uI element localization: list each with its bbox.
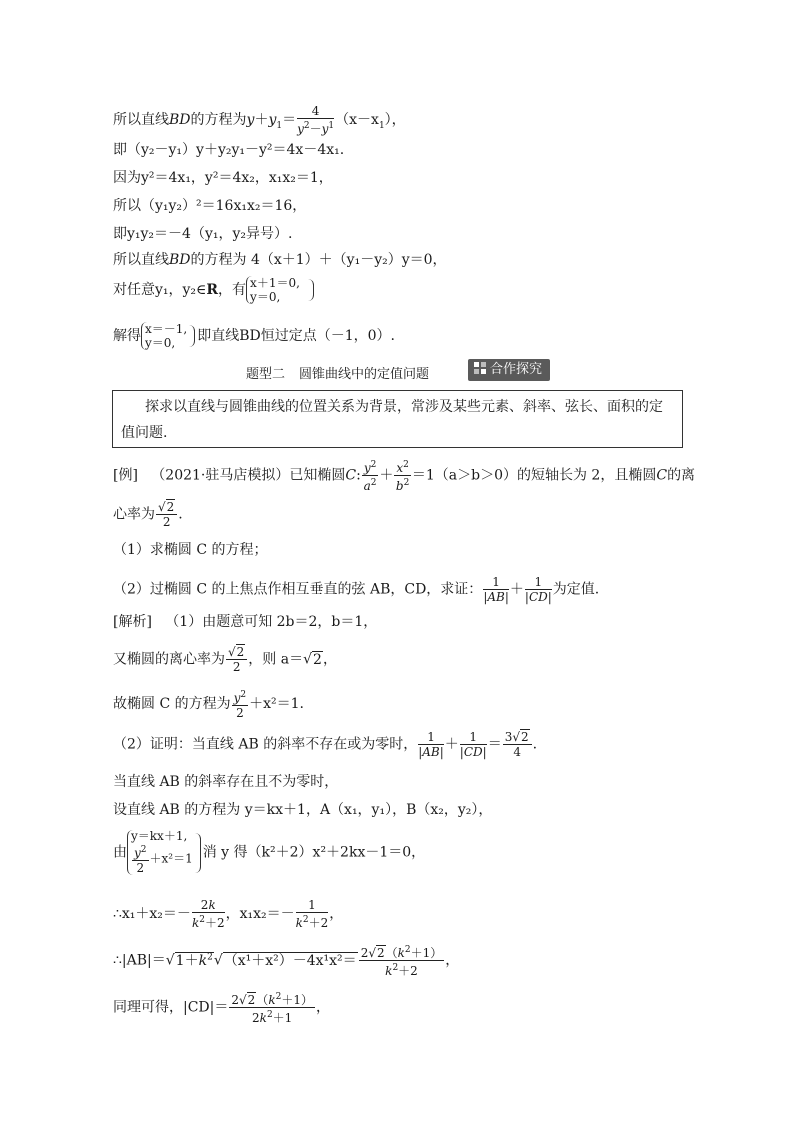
text: 消 y 得（k²＋2）x²＋2kx－1＝0， bbox=[202, 844, 426, 861]
solution-line-10: 同理可得，|CD|＝ $\frac{2√2(k^2+1)}{2k^2+1}$ ， bbox=[113, 992, 330, 1025]
summary-box bbox=[112, 390, 683, 448]
text: （2）过椭圆 C 的上焦点作相互垂直的弦 AB，CD，求证： bbox=[113, 581, 483, 598]
text: y＝0, bbox=[250, 290, 281, 304]
text: ，有 bbox=[218, 282, 247, 298]
brace bbox=[195, 833, 201, 873]
text: ＝1（a＞b＞0）的短轴长为 2，且椭圆 bbox=[411, 467, 657, 484]
text: 所以直线 bbox=[113, 252, 169, 268]
cooperation-badge bbox=[468, 359, 550, 381]
text: 解得 bbox=[113, 328, 141, 344]
text: y＝0, bbox=[145, 336, 176, 350]
text: 为定值. bbox=[552, 581, 600, 598]
example-tag: [例] bbox=[113, 467, 138, 484]
fraction: $\frac{4}{y^2-y^1}$ bbox=[297, 104, 335, 136]
text: 所以直线 bbox=[113, 112, 169, 128]
equation-system bbox=[246, 276, 300, 304]
text: BD bbox=[169, 112, 191, 128]
example-line-1: [例] （2021·驻马店模拟）已知椭圆C: $\frac{y^2}{a^2}$ ＋ $\frac{x^2}{b^2}$ ＝1（a＞b＞0）的短轴长为 2，且椭圆C的离 bbox=[113, 460, 696, 493]
proof-line-4: 所以（y₁y₂）²＝16x₁x₂＝16， bbox=[113, 198, 307, 214]
text: 的方程为 bbox=[190, 112, 247, 128]
text: 由 bbox=[113, 844, 127, 861]
brace bbox=[308, 279, 314, 301]
text: ，则 a＝ bbox=[248, 651, 304, 668]
solution-line-3: 故椭圆 C 的方程为 $\frac{y^2}{2}$ ＋x²＝1. bbox=[113, 690, 305, 720]
text: 故椭圆 C 的方程为 bbox=[113, 696, 231, 712]
solution-line-4: （2）证明：当直线 AB 的斜率不存在或为零时， $\frac{1}{|AB|}$ ＋ $\frac{1}{|CD|}$ ＝ $\frac{3√2}{4}$ . bbox=[113, 730, 538, 759]
puzzle-icon bbox=[474, 362, 486, 374]
solution-line-8: ∴x₁＋x₂＝－ $\frac{2k}{k^2+2}$ ，x₁x₂＝－ $\frac{1}{k^2+2}$ ， bbox=[113, 898, 344, 930]
text: ＋x²＝1. bbox=[249, 696, 305, 712]
text: R bbox=[206, 282, 219, 298]
solution-line-9: $\therefore|AB|=√1+k^2√(x^1+x^2)-4x^1x^2=$ $\frac{2√2(k^2+1)}{k^2+2}$ ， bbox=[113, 945, 460, 978]
proof-line-6 bbox=[113, 250, 447, 270]
text: C bbox=[656, 467, 668, 484]
text: ∴x₁＋x₂＝－ bbox=[113, 906, 191, 922]
numerator: 4 bbox=[297, 104, 334, 119]
text: 心率为 bbox=[113, 506, 155, 523]
solution-line-6: 设直线 AB 的方程为 y＝kx＋1，A（x₁，y₁），B（x₂，y₂）， bbox=[113, 802, 493, 818]
section-heading bbox=[246, 363, 429, 382]
equation-system bbox=[141, 322, 187, 350]
text: （2）证明：当直线 AB 的斜率不存在或为零时， bbox=[113, 736, 418, 753]
text: （x－x bbox=[335, 112, 379, 128]
text: 同理可得，|CD|＝ bbox=[113, 999, 229, 1016]
text: 即直线BD恒过定点（－1，0）. bbox=[197, 328, 395, 344]
question-1: （1）求椭圆 C 的方程； bbox=[113, 542, 268, 558]
proof-line-3: 因为y²＝4x₁，y²＝4x₂，x₁x₂＝1， bbox=[113, 170, 333, 186]
text: 又椭圆的离心率为 bbox=[113, 651, 225, 668]
section-title: 题型二 bbox=[246, 367, 286, 382]
text: ∴|AB|＝ bbox=[113, 952, 166, 969]
proof-line-1: 所以直线BD的方程为$y+y_1=$ $\frac{4}{y^2-y^1}$ $(x-x_1)$， bbox=[113, 104, 406, 136]
text: （1）由题意可知 2b＝2，b＝1， bbox=[165, 614, 378, 630]
text: 2 bbox=[166, 500, 175, 514]
badge-label: 合作探究 bbox=[490, 362, 543, 377]
solution-line-2: 又椭圆的离心率为 $\frac{√2}{2}$ ，则 a＝√2， bbox=[113, 645, 337, 674]
text: 2 bbox=[162, 515, 171, 529]
proof-line-7 bbox=[113, 276, 314, 304]
section-subtitle: 圆锥曲线中的定值问题 bbox=[299, 367, 430, 382]
solution-tag: [解析] bbox=[113, 614, 152, 630]
example-line-2: 心率为 $\frac{√2}{2}$ . bbox=[113, 500, 183, 529]
text: 的方程为 4（x＋1）＋（y₁－y₂）y＝0， bbox=[190, 252, 447, 268]
text: C bbox=[345, 467, 357, 484]
text: ＋x²＝1 bbox=[149, 851, 193, 866]
text: 对任意y₁，y₂∈ bbox=[113, 282, 207, 298]
text: y＝kx＋1, bbox=[131, 829, 188, 843]
solution-line-7 bbox=[113, 830, 425, 875]
equation-system: y＝kx＋1, $\frac{y^2}{2}$ ＋x²＝1 bbox=[127, 830, 193, 875]
text: BD bbox=[169, 252, 191, 268]
solution-line-1 bbox=[113, 612, 377, 632]
text: 的离 bbox=[667, 467, 696, 484]
solution-line-5: 当直线 AB 的斜率存在且不为零时， bbox=[113, 774, 339, 790]
text: x＝－1, bbox=[145, 322, 188, 336]
proof-line-2: 即（y₂－y₁）y＋y₂y₁－y²＝4x－4x₁. bbox=[113, 142, 345, 158]
text: ，x₁x₂＝－ bbox=[225, 906, 295, 922]
text: （2021·驻马店模拟）已知椭圆 bbox=[151, 467, 346, 484]
proof-line-5: 即y₁y₂＝－4（y₁，y₂异号）. bbox=[113, 226, 293, 242]
proof-line-8 bbox=[113, 322, 395, 350]
brace bbox=[189, 325, 195, 347]
text: x＋1＝0, bbox=[250, 276, 300, 290]
summary-text: 探求以直线与圆锥曲线的位置关系为背景，常涉及某些元素、斜率、弦长、面积的定值问题. bbox=[121, 399, 663, 441]
text: 3 bbox=[504, 730, 513, 744]
question-2: （2）过椭圆 C 的上焦点作相互垂直的弦 AB，CD，求证： $\frac{1}{|AB|}$ ＋ $\frac{1}{|CD|}$ 为定值. bbox=[113, 575, 600, 604]
text: （x¹＋x²）－4x¹x²＝ bbox=[223, 952, 357, 969]
